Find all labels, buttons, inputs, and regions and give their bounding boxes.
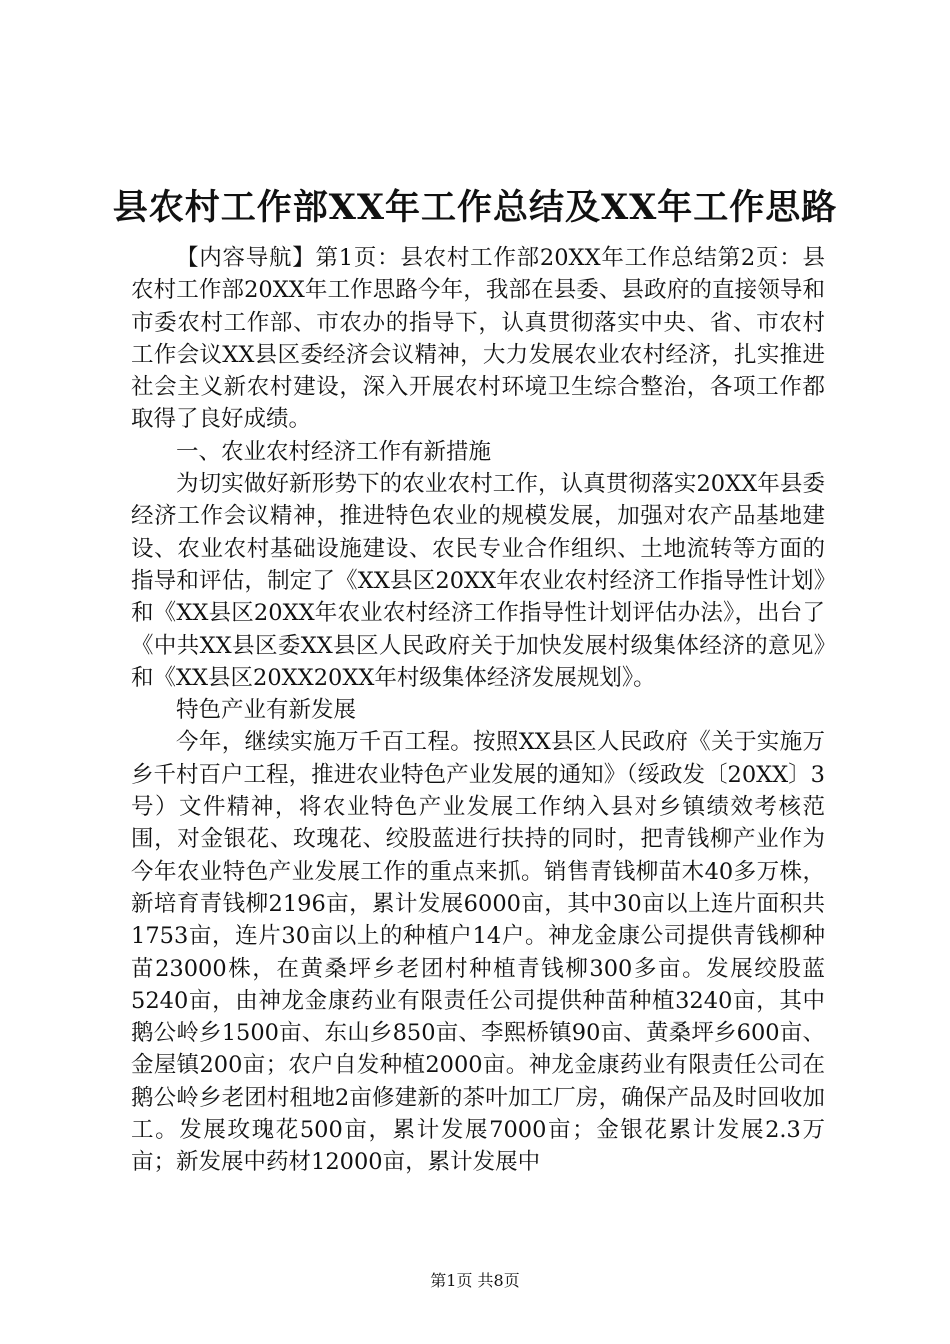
- paragraph-industry: 今年，继续实施万千百工程。按照XX县区人民政府《关于实施万乡千村百户工程，推进农业特色产业发展的通知》（绥政发〔20XX〕3号）文件精神，将农业特色产业发展工作纳入县对乡镇绩效考核范围，对金银花、玫瑰花、绞股蓝进行扶持的同时，把青钱柳产业作为今年农业特色产业发展工作的重点来抓。销售青钱柳苗木40多万株，新培育青钱柳2196亩，累计发展6000亩，其中30亩以上连片面积共1753亩，连片30亩以上的种植户14户。神龙金康公司提供青钱柳种苗23000株，在黄桑坪乡老团村种植青钱柳300多亩。发展绞股蓝5240亩，由神龙金康药业有限责任公司提供种苗种植3240亩，其中鹅公岭乡1500亩、东山乡850亩、李熙桥镇90亩、黄桑坪乡600亩、金屋镇200亩；农户自发种植2000亩。神龙金康药业有限责任公司在鹅公岭乡老团村租地2亩修建新的茶叶加工厂房，确保产品及时回收加工。发展玫瑰花500亩，累计发展7000亩；金银花累计发展2.3万亩；新发展中药材12000亩，累计发展中: [131, 729, 825, 1176]
- paragraph-measures: 为切实做好新形势下的农业农村工作，认真贯彻落实20XX年县委经济工作会议精神，推进特色农业的规模发展，加强对农产品基地建设、农业农村基础设施建设、农民专业合作组织、土地流转等方面的指导和评估，制定了《XX县区20XX年农业农村经济工作指导性计划》和《XX县区20XX年农业农村经济工作指导性计划评估办法》，出台了《中共XX县区委XX县区人民政府关于加快发展村级集体经济的意见》和《XX县区20XX20XX年村级集体经济发展规划》。: [131, 471, 825, 691]
- section-heading-2: 特色产业有新发展: [176, 697, 357, 724]
- document-body: [131, 242, 825, 1179]
- document-title: 县农村工作部XX年工作总结及XX年工作思路: [112, 187, 838, 228]
- section-heading-1: 一、农业农村经济工作有新措施: [176, 438, 492, 465]
- paragraph-intro: 【内容导航】第1页：县农村工作部20XX年工作总结第2页：县农村工作部20XX年工作思路今年，我部在县委、县政府的直接领导和市委农村工作部、市农办的指导下，认真贯彻落实中央、省、市农村工作会议XX县区委经济会议精神，大力发展农业农村经济，扎实推进社会主义新农村建设，深入开展农村环境卫生综合整治，各项工作都取得了良好成绩。: [131, 245, 825, 433]
- page-number: 第1页 共8页: [430, 1271, 520, 1290]
